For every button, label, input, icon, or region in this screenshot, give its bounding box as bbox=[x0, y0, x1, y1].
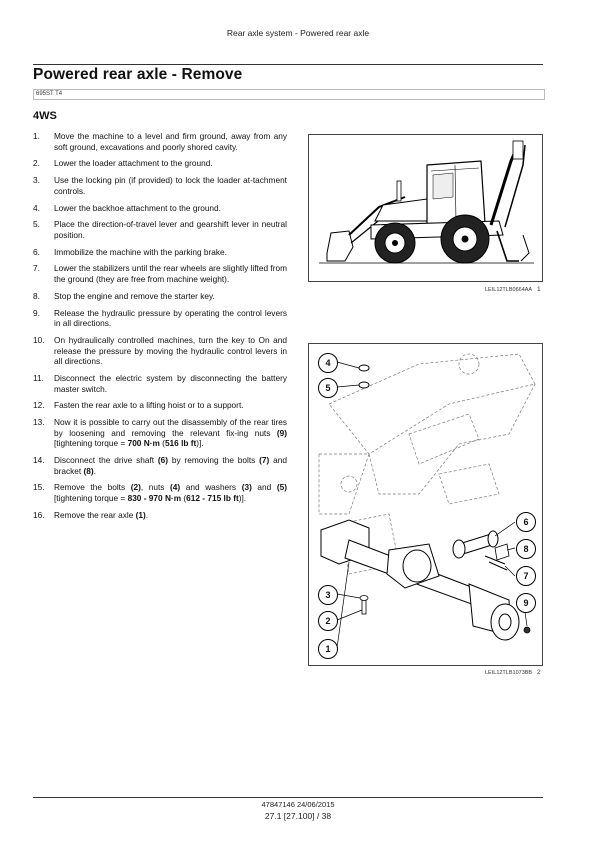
step-emphasis: 700 N·m bbox=[127, 438, 160, 449]
procedure-step bbox=[33, 247, 287, 258]
procedure-step bbox=[33, 308, 287, 329]
procedure-step bbox=[33, 263, 287, 284]
step-text: Release the hydraulic pressure by operating the control levers in all directions. bbox=[54, 307, 287, 329]
step-number: 4. bbox=[33, 202, 40, 213]
step-number: 7. bbox=[33, 263, 40, 274]
step-text: ( bbox=[181, 493, 187, 504]
step-number: 1. bbox=[33, 131, 40, 141]
callout-3: 3 bbox=[318, 585, 338, 605]
step-text: Remove the bolts bbox=[54, 482, 131, 493]
figure-1-number: 1 bbox=[537, 286, 541, 293]
header-rule bbox=[33, 64, 543, 65]
procedure-step bbox=[33, 158, 287, 169]
model-box: 695ST T4 bbox=[33, 89, 545, 100]
step-text: Place the direction-of-travel lever and gearshift lever in neutral position. bbox=[54, 219, 287, 240]
page-title: Powered rear axle - Remove bbox=[33, 66, 243, 83]
step-emphasis: (9) bbox=[276, 427, 287, 438]
step-emphasis: (8) bbox=[83, 465, 94, 476]
step-emphasis: (6) bbox=[157, 455, 169, 466]
callout-4: 4 bbox=[318, 353, 338, 373]
step-emphasis: (7) bbox=[259, 455, 270, 466]
procedure-step bbox=[33, 455, 287, 476]
footer-page-number: 27.1 [27.100] / 38 bbox=[264, 811, 332, 821]
callout-5: 5 bbox=[318, 378, 338, 398]
procedure-step bbox=[33, 400, 287, 411]
step-number: 14. bbox=[33, 455, 45, 466]
step-emphasis: (1) bbox=[135, 509, 146, 520]
callout-2: 2 bbox=[318, 611, 338, 631]
step-number: 3. bbox=[33, 175, 40, 186]
step-emphasis: (4) bbox=[170, 482, 181, 493]
step-emphasis: 830 - 970 N·m bbox=[127, 493, 182, 504]
section-heading: 4WS bbox=[33, 110, 57, 122]
step-text: Immobilize the machine with the parking brake. bbox=[54, 246, 227, 257]
step-emphasis: 612 - 715 lb ft bbox=[186, 493, 239, 504]
figure-2-code: LEIL12TLB1073BB bbox=[485, 670, 533, 676]
step-number: 11. bbox=[33, 372, 44, 383]
step-text: Use the locking pin (if provided) to lock the loader at-tachment controls. bbox=[54, 175, 287, 196]
step-text: Lower the stabilizers until the rear wheels are slightly lifted from the ground (they are free from machine weight). bbox=[54, 263, 287, 285]
step-text: [tightening torque = bbox=[54, 493, 128, 504]
procedure-step bbox=[33, 482, 287, 503]
procedure-steps bbox=[33, 131, 287, 527]
callout-6: 6 bbox=[516, 512, 536, 532]
procedure-step bbox=[33, 510, 287, 521]
procedure-step bbox=[33, 335, 287, 367]
figure-2 bbox=[308, 343, 543, 676]
figure-1-code: LEIL12TLB0664AA bbox=[485, 287, 533, 293]
step-emphasis: (5) bbox=[276, 482, 287, 493]
step-emphasis: 516 lb ft bbox=[164, 438, 197, 449]
callout-8: 8 bbox=[516, 539, 536, 559]
figure-1 bbox=[308, 134, 543, 293]
step-text: Move the machine to a level and firm ground, away from any soft ground, excavations and poorly shored cavity. bbox=[54, 131, 287, 152]
step-text: On hydraulically controlled machines, turn the key to On and release the pressure by moving the hydraulic control levers in all directions. bbox=[54, 335, 287, 367]
step-text: Now it is possible to carry out the disassembly of the rear tires by loosening and removing the relevant fix-ing nuts bbox=[54, 417, 287, 438]
step-text: and bracket bbox=[54, 455, 287, 476]
step-text: . bbox=[93, 465, 96, 476]
step-number: 5. bbox=[33, 219, 40, 230]
footer-rule bbox=[33, 797, 543, 798]
backhoe-loader-illustration bbox=[309, 135, 542, 281]
step-text: Lower the loader attachment to the ground. bbox=[54, 158, 213, 169]
step-number: 8. bbox=[33, 290, 40, 301]
footer-doc-id: 47847146 24/06/2015 bbox=[261, 800, 335, 809]
step-text: , nuts bbox=[140, 482, 171, 493]
procedure-step bbox=[33, 373, 287, 394]
step-text: and bbox=[251, 482, 277, 493]
step-text: Stop the engine and remove the starter key. bbox=[54, 290, 215, 301]
step-text: ( bbox=[159, 438, 165, 449]
step-text: )]. bbox=[196, 438, 204, 449]
step-number: 10. bbox=[33, 335, 45, 345]
procedure-step bbox=[33, 203, 287, 214]
running-header: Rear axle system - Powered rear axle bbox=[226, 28, 370, 38]
step-text: . bbox=[145, 509, 149, 520]
step-text: )]. bbox=[238, 493, 247, 504]
step-text: Lower the backhoe attachment to the ground. bbox=[54, 202, 221, 213]
step-text: [tightening torque = bbox=[54, 438, 128, 449]
step-number: 15. bbox=[33, 482, 45, 493]
callout-9: 9 bbox=[516, 593, 536, 613]
step-emphasis: (3) bbox=[241, 482, 252, 493]
procedure-step bbox=[33, 175, 287, 196]
step-text: Fasten the rear axle to a lifting hoist or to a support. bbox=[54, 400, 244, 411]
procedure-step bbox=[33, 417, 287, 449]
step-number: 6. bbox=[33, 246, 40, 257]
step-number: 9. bbox=[33, 307, 40, 318]
step-text: and washers bbox=[180, 482, 242, 493]
step-text: Disconnect the electric system by disconnecting the battery master switch. bbox=[54, 372, 287, 394]
callout-1: 1 bbox=[318, 639, 338, 659]
step-text: Disconnect the drive shaft bbox=[54, 455, 158, 466]
step-text: Remove the rear axle bbox=[54, 509, 136, 520]
step-number: 16. bbox=[33, 509, 45, 520]
step-number: 13. bbox=[33, 417, 45, 428]
procedure-step bbox=[33, 131, 287, 152]
rear-axle-exploded-illustration bbox=[309, 344, 542, 665]
callout-7: 7 bbox=[516, 566, 536, 586]
step-number: 2. bbox=[33, 158, 40, 169]
procedure-step bbox=[33, 291, 287, 302]
procedure-step bbox=[33, 219, 287, 240]
step-number: 12. bbox=[33, 400, 45, 411]
step-text: by removing the bolts bbox=[168, 455, 260, 466]
figure-2-number: 2 bbox=[537, 669, 541, 676]
step-emphasis: (2) bbox=[130, 482, 141, 493]
